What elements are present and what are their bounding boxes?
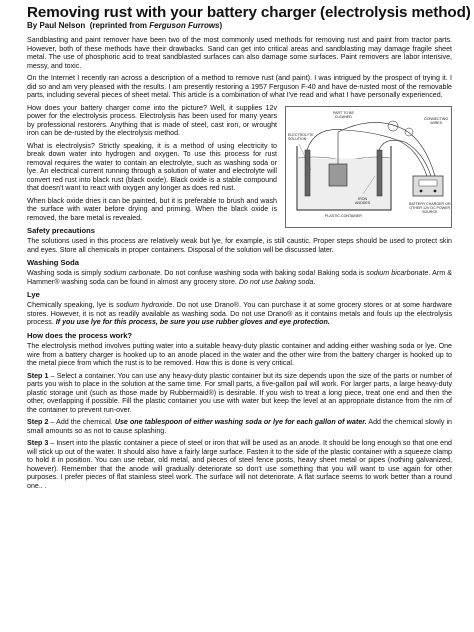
byline	[27, 21, 452, 31]
process-heading: How does the process work?	[27, 330, 133, 340]
process-text: The electrolysis method involves putting water into a suitable heavy-duty plastic container and adding either washing soda or lye. One wire from a battery charger is hooked up to an anode placed in the water and the other wire from the battery charger is hooked up to the metal piece from which the rust is to be removed. How this is done is very critical.	[27, 342, 452, 367]
byline-reprint: (reprinted from	[89, 21, 148, 31]
step-2: Step 2 – Add the chemical. Use one tablespoon of either washing soda or lye for each gallon of water. Add the chemical slowly in small amounts so as not to cause splashing.	[27, 418, 452, 435]
label-anodes: IRON ANODES	[355, 196, 371, 205]
paragraph-internet: On the Internet I recently ran across a description of a method to remove rust (and paint). I was intrigued by the prospect of trying it. I did so and am very pleased with the results. I am presently restoring a 1957 Ferguson F-40 and have de-rusted most of the removable parts, including several pieces of sheet metal. This article is a combination of what I've read and what I have personally experienced.	[27, 74, 452, 100]
label-wires: CONNECTING WIRES	[424, 116, 449, 125]
label-charger: BATTERY CHARGER OR OTHER 12V DC POWER SOURCE	[409, 201, 451, 214]
lye-text: Chemically speaking, lye is sodium hydroxide. Do not use Drano®. You can purchase it at some grocery stores or at some hardware stores. However, it is not as readily available as washing soda. Do not use Drano® as it contains metals and fouls up the electrolysis process. If you use lye for this process, be sure you use rubber gloves and eye protection.	[27, 301, 452, 327]
label-part: PART TO BE CLEANED	[333, 110, 354, 119]
byline-source: Ferguson Furrows	[149, 21, 220, 31]
byline-author: By Paul Nelson	[27, 21, 86, 31]
step-1: Step 1 – Select a container. You can use any heavy-duty plastic container but its size depends upon the size of the parts or number of parts you wish to place in the solution at the same time. For small parts, a five-gallon pail will work. For larger parts, a large heavy-duty plastic storage unit (such as those made by Rubbermaid®) is desirable. If you wish to treat a long piece, treat one end and then the other, overlapping if possible. Fill the plastic container you use with water but keep the level at an appropriate distance from the rim of the container to prevent run-over.	[27, 371, 452, 414]
washing-soda-heading: Washing Soda	[27, 258, 80, 268]
paragraph-battery-charger: How does your battery charger come into the picture? Well, it supplies 12v power for the electrolysis process. Electrolysis has been used for many years by professional restorers. Anything that is made of steel, cast iron, or wrought iron can be de-rusted by the electrolysis method.	[27, 103, 277, 138]
safety-heading: Safety precautions	[27, 226, 95, 236]
lye-heading: Lye	[27, 290, 40, 300]
label-electrolyte: ELECTROLYTE SOLUTION	[288, 132, 314, 141]
electrolysis-diagram	[285, 106, 452, 228]
paragraph-intro: Sandblasting and paint remover have been two of the most commonly used methods for removing rust and paint from tractor parts. However, both of these methods have their drawbacks. Sand can get into critical areas and sandblasting may damage fragile sheet metal. The use of phosphoric acid to treat sandblasted surfaces can also damage some surfaces. Paint removers are labor intensive, messy, and toxic.	[27, 36, 452, 70]
label-container: PLASTIC CONTAINER	[325, 213, 362, 218]
step-3: Step 3 – Insert into the plastic container a piece of steel or iron that will be used as an anode. It should be long enough so that one end will stick up out of the water. It should also have a fairly large surface. Fasten it to the side of the plastic container with a squeeze clamp to hold it in position. You can use rebar, old metal, and pieces of steel fence posts, heavy sheet metal or pipes (nothing galvanized, however). Remember that the anode will gradually deteriorate so don't use something that you will want to use again for other purposes. I prefer pieces of flat stainless steel work. The surface will not deteriorate. A flat surface seems to work better than a round one.. .	[27, 439, 452, 490]
byline-close: )	[219, 21, 223, 31]
washing-soda-text: Washing soda is simply sodium carbonate. Do not confuse washing soda with baking soda! Baking soda is sodium bicarbonate. Arm & Hammer® washing soda can be found in almost any grocery store. Do not use baking soda.	[27, 269, 453, 286]
safety-text: The solutions used in this process are relatively weak but lye, for example, is still caustic. Proper steps should be used to protect skin and eyes. Store all chemicals in proper containers. Disposal of the solution will be discussed later.	[27, 237, 452, 254]
paragraph-what-is-electrolysis: What is electrolysis? Strictly speaking, it is a method of using electricity to break down water into hydrogen and oxygen. To use this process for rust removal requires the water to contain an electrolyte, such as washing soda or lye. An electrical current running through a solution of water and electrolyte will convert red rust into black rust (black oxide). Black oxide is a stable compound that doesn't want to react with oxygen any longer as does red rust.	[27, 141, 277, 193]
article-title: Removing rust with your battery charger (electrolysis method)	[27, 4, 471, 21]
paragraph-black-oxide: When black oxide dries it can be painted, but it is preferable to brush and wash the surface with water before drying and priming. When the black oxide is removed, the bare metal is revealed.	[27, 196, 277, 222]
